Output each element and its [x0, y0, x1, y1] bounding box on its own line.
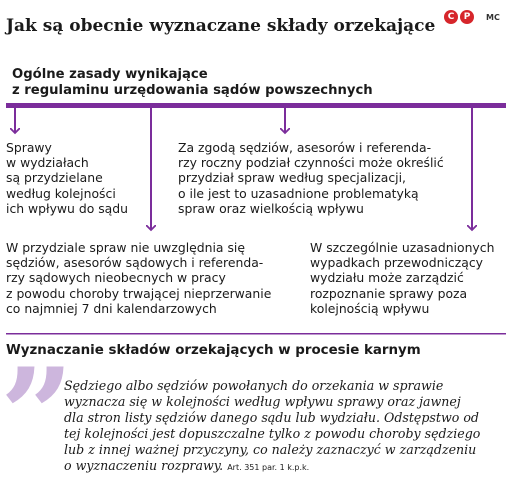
rule-box-2 — [178, 140, 444, 216]
rule-box-1-line: według kolejności — [6, 185, 116, 201]
rule-box-1-line: w wydziałach — [6, 155, 89, 171]
rule-box-1 — [6, 140, 128, 216]
quote-line: lub z innej ważnej przyczyny, co należy zaznaczyć w zarządzeniu — [64, 442, 477, 457]
rule-box-1-line: ich wpływu do sądu — [6, 200, 128, 216]
quote-line: tej kolejności jest dopuszczalne tylko z powodu choroby sędziego — [64, 426, 481, 441]
quote-line: wyznacza się w kolejności według wpływu sprawy oraz jawnej — [64, 394, 461, 409]
section1-heading-line2: z regulaminu urzędowania sądów powszechnych — [12, 83, 373, 98]
section-divider — [6, 333, 506, 335]
rule-box-3-line: sędziów, asesorów sądowych i referenda- — [6, 255, 264, 271]
section2-heading: Wyznaczanie składów orzekających w procesie karnym — [6, 343, 421, 358]
quote-last-line — [64, 458, 504, 476]
rule-box-4-line: wypadkach przewodniczący — [310, 255, 483, 271]
rule-box-3 — [6, 240, 271, 316]
rule-box-3-line: W przydziale spraw nie uwzględnia się — [6, 240, 245, 255]
rule-box-2-line: Za zgodą sędziów, asesorów i referenda- — [178, 140, 432, 155]
rule-box-2-line: spraw oraz wielkością wpływu — [178, 200, 364, 216]
mc-label: MC — [486, 13, 500, 22]
rule-box-3-line: z powodu choroby trwającej nieprzerwanie — [6, 285, 272, 301]
logo-badge-c: C — [444, 10, 458, 24]
legal-reference: Art. 351 par. 1 k.p.k. — [227, 463, 310, 472]
page-title: Jak są obecnie wyznaczane składy orzekające — [6, 16, 436, 36]
rule-box-2-line: przydział spraw według specjalizacji, — [178, 170, 406, 186]
rule-box-1-line: są przydzielane — [6, 170, 103, 186]
legal-quote — [64, 378, 504, 476]
quote-line: o wyznaczeniu rozprawy. — [64, 458, 224, 473]
rule-box-4-line: kolejnością wpływu — [310, 300, 430, 316]
rule-box-4-line: rozpoznanie sprawy poza — [310, 285, 468, 301]
logo-badge-p: P — [460, 10, 474, 24]
rule-box-1-line: Sprawy — [6, 140, 52, 155]
rule-box-2-line: rzy roczny podział czynności może określić — [178, 155, 444, 171]
section1-heading-line1: Ogólne zasady wynikające — [12, 67, 208, 82]
rule-box-4-line: W szczególnie uzasadnionych — [310, 240, 495, 255]
rule-box-4-line: wydziału może zarządzić — [310, 270, 464, 286]
rule-box-3-line: rzy sądowych nieobecnych w pracy — [6, 270, 226, 286]
rule-box-2-line: o ile jest to uzasadnione problematyką — [178, 185, 419, 201]
quote-line: Sędziego albo sędziów powołanych do orzekania w sprawie — [64, 378, 444, 393]
rule-box-3-line: co najmniej 7 dni kalendarzowych — [6, 300, 217, 316]
rule-box-4 — [310, 240, 494, 316]
quote-mark-icon: ” — [0, 341, 74, 491]
heading-underline — [6, 103, 506, 108]
quote-line: dla stron listy sędziów danego sądu lub wydziału. Odstępstwo od — [64, 410, 479, 425]
